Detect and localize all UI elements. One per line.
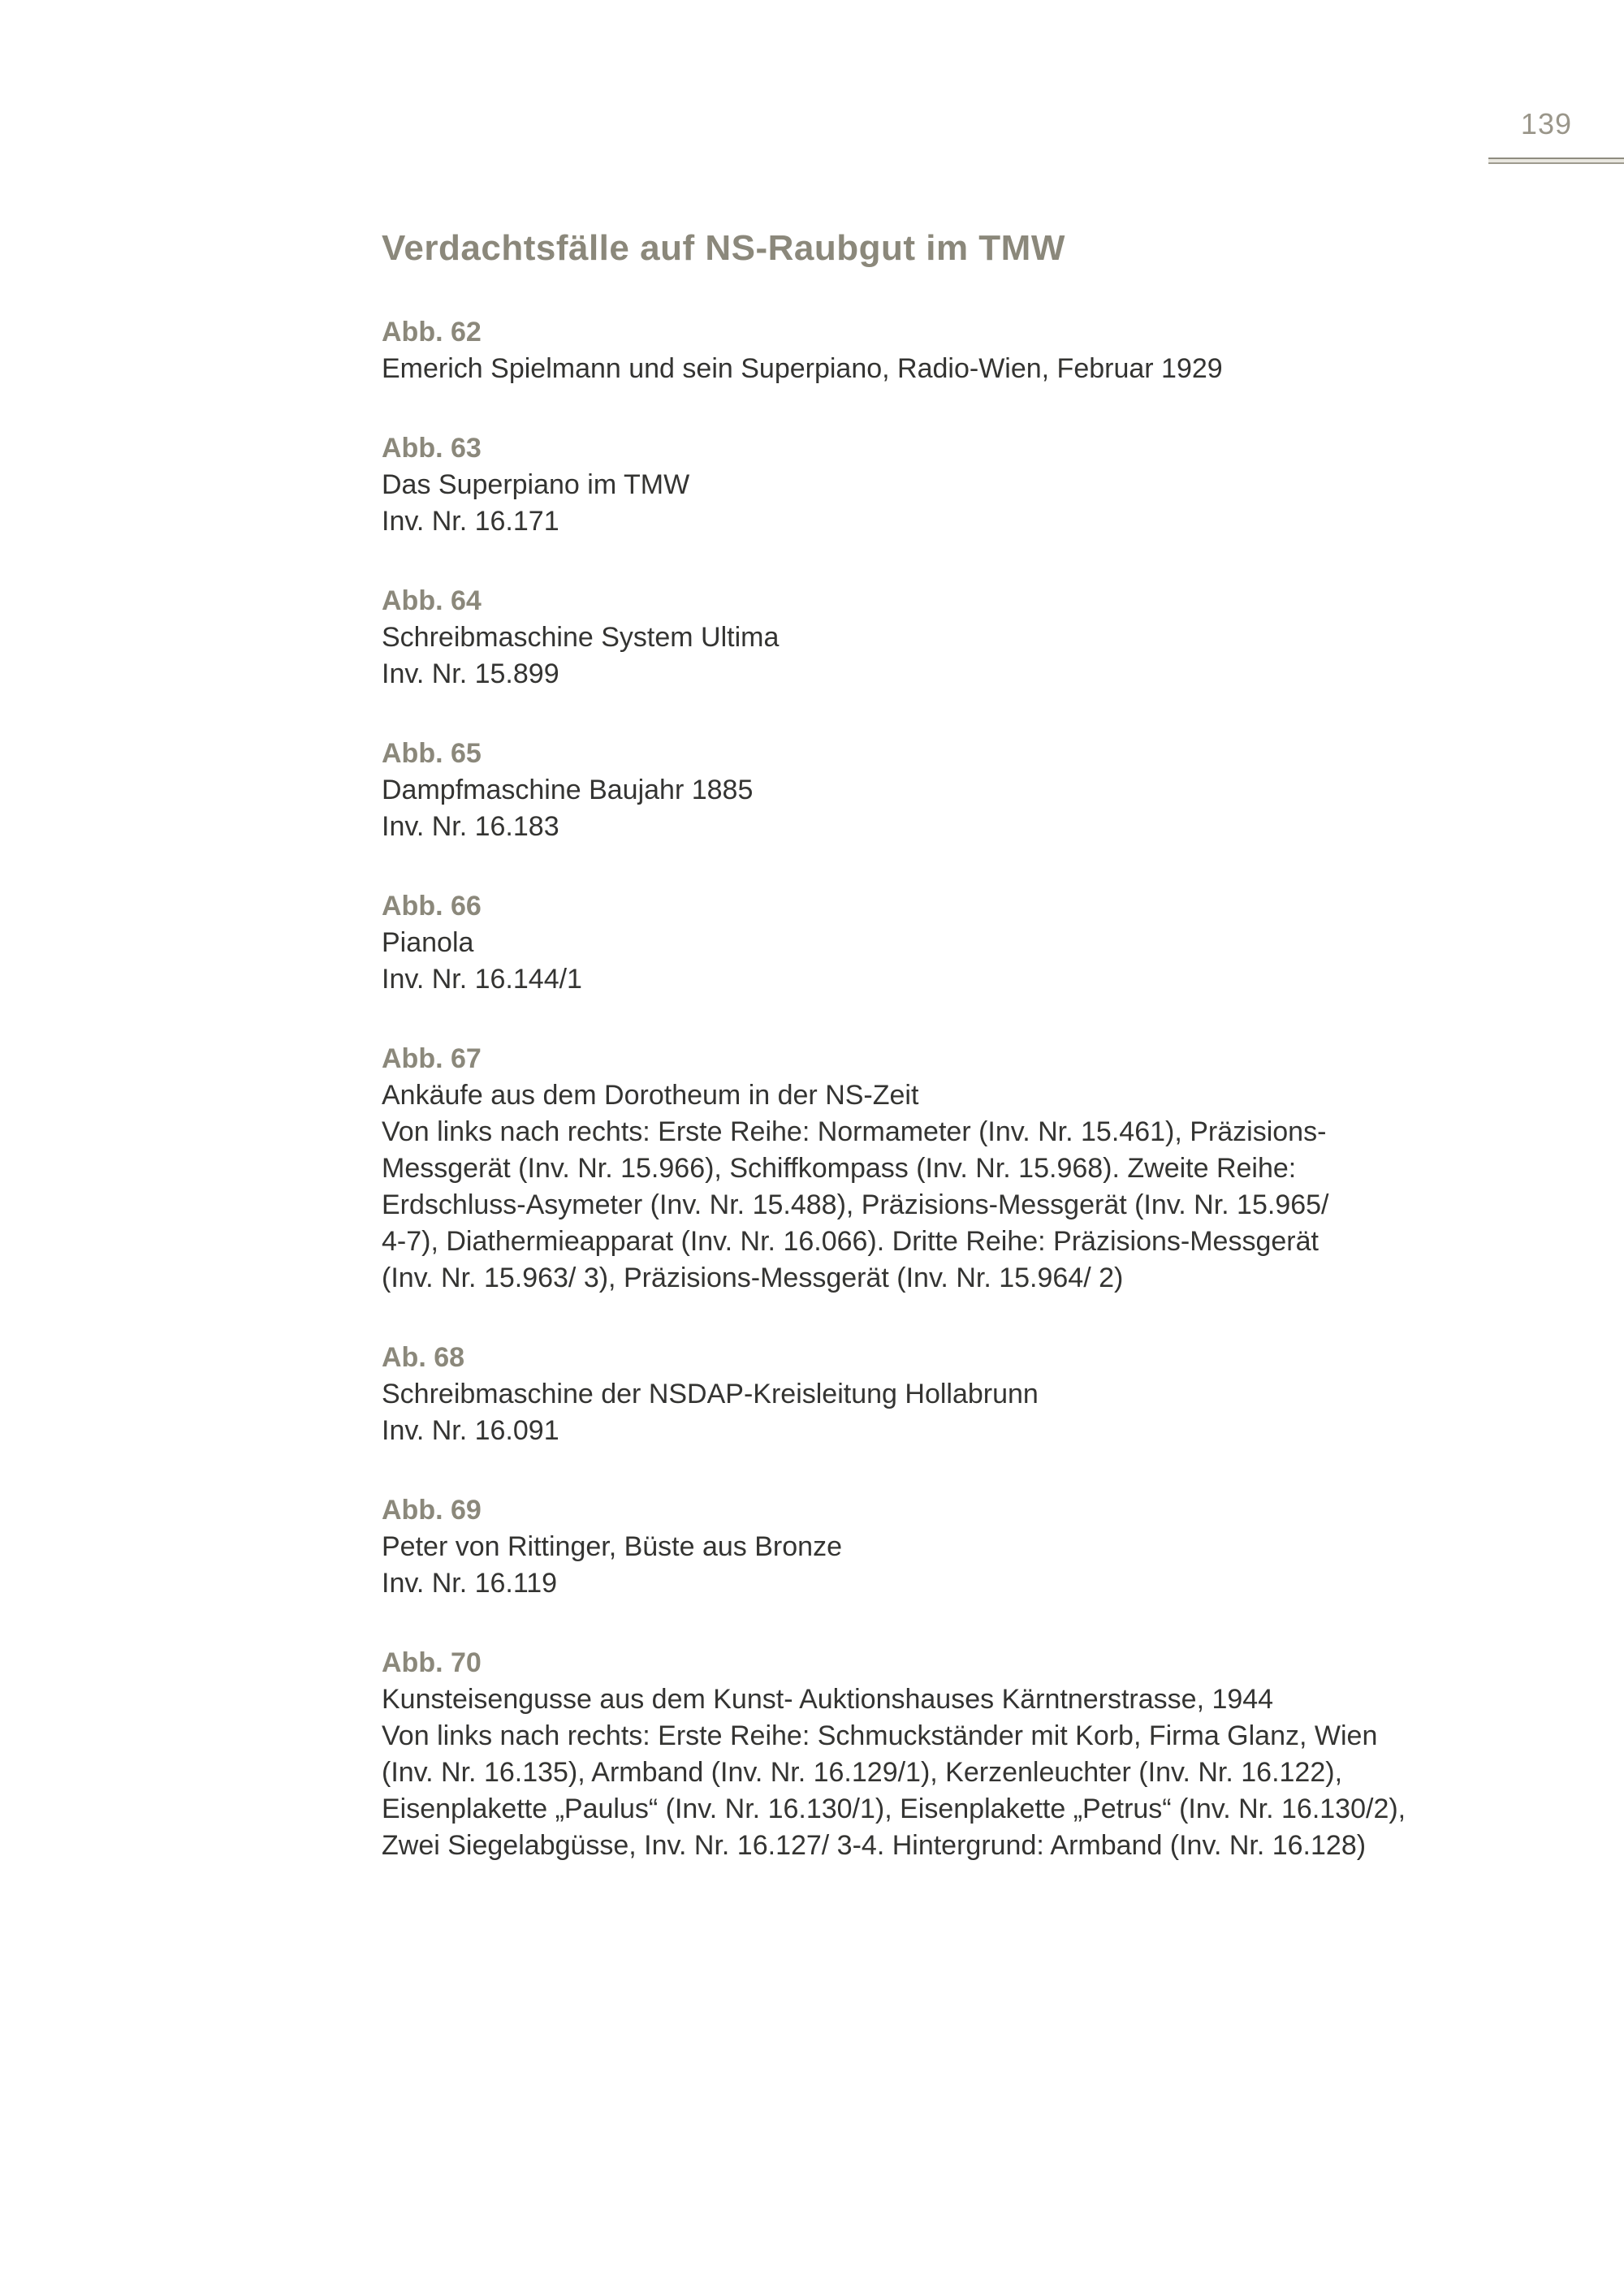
figure-label: Abb. 63 <box>382 433 482 464</box>
caption-lines <box>382 772 1543 845</box>
caption-list <box>382 314 1543 1864</box>
caption-lines <box>382 925 1543 998</box>
caption-line: Peter von Rittinger, Büste aus Bronze <box>382 1531 842 1562</box>
caption-line: Von links nach rechts: Erste Reihe: Schmuckständer mit Korb, Firma Glanz, Wien <box>382 1720 1378 1751</box>
caption-line: Inv. Nr. 16.119 <box>382 1568 558 1599</box>
figure-caption-section <box>382 1340 1543 1449</box>
figure-caption-section <box>382 1041 1543 1297</box>
figure-label: Abb. 65 <box>382 738 482 769</box>
caption-line: Schreibmaschine System Ultima <box>382 622 780 653</box>
caption-line: Inv. Nr. 16.183 <box>382 811 559 842</box>
caption-line: Inv. Nr. 16.091 <box>382 1415 559 1446</box>
caption-lines <box>382 467 1543 540</box>
page-number: 139 <box>1520 107 1572 140</box>
figure-caption-section <box>382 888 1543 998</box>
caption-lines <box>382 619 1543 693</box>
figure-caption-section <box>382 736 1543 845</box>
caption-line: Inv. Nr. 15.899 <box>382 658 559 689</box>
caption-line: 4-7), Diathermieapparat (Inv. Nr. 16.066). Dritte Reihe: Präzisions-Messgerät <box>382 1226 1319 1257</box>
figure-caption-section <box>382 583 1543 693</box>
caption-line: Emerich Spielmann und sein Superpiano, Radio-Wien, Februar 1929 <box>382 353 1223 384</box>
caption-line: Inv. Nr. 16.171 <box>382 506 559 537</box>
caption-line: Messgerät (Inv. Nr. 15.966), Schiffkompass (Inv. Nr. 15.968). Zweite Reihe: <box>382 1153 1297 1184</box>
figure-caption-section <box>382 1492 1543 1602</box>
figure-label: Abb. 69 <box>382 1495 482 1526</box>
figure-caption-section <box>382 314 1543 387</box>
caption-lines <box>382 1077 1543 1297</box>
caption-line: Inv. Nr. 16.144/1 <box>382 964 582 995</box>
figure-caption-section <box>382 430 1543 540</box>
caption-lines <box>382 1681 1543 1864</box>
caption-line: Pianola <box>382 927 474 958</box>
caption-line: Erdschluss-Asymeter (Inv. Nr. 15.488), Präzisions-Messgerät (Inv. Nr. 15.965/ <box>382 1189 1329 1220</box>
caption-line: (Inv. Nr. 16.135), Armband (Inv. Nr. 16.129/1), Kerzenleuchter (Inv. Nr. 16.122), <box>382 1757 1343 1788</box>
caption-line: Zwei Siegelabgüsse, Inv. Nr. 16.127/ 3-4. Hintergrund: Armband (Inv. Nr. 16.128) <box>382 1830 1367 1861</box>
figure-label: Abb. 70 <box>382 1647 482 1678</box>
figure-label: Abb. 66 <box>382 891 482 922</box>
content-area <box>382 228 1543 1907</box>
figure-label: Ab. 68 <box>382 1342 465 1373</box>
caption-line: Eisenplakette „Paulus“ (Inv. Nr. 16.130/1), Eisenplakette „Petrus“ (Inv. Nr. 16.130/2), <box>382 1793 1406 1824</box>
caption-line: Kunsteisengusse aus dem Kunst- Auktionshauses Kärntnerstrasse, 1944 <box>382 1684 1274 1715</box>
caption-line: Ankäufe aus dem Dorotheum in der NS-Zeit <box>382 1080 919 1111</box>
page-title: Verdachtsfälle auf NS-Raubgut im TMW <box>382 228 1065 268</box>
figure-caption-section <box>382 1645 1543 1864</box>
caption-line: (Inv. Nr. 15.963/ 3), Präzisions-Messgerät (Inv. Nr. 15.964/ 2) <box>382 1263 1124 1293</box>
caption-line: Schreibmaschine der NSDAP-Kreisleitung Hollabrunn <box>382 1379 1039 1409</box>
caption-line: Das Superpiano im TMW <box>382 469 690 500</box>
page-rule <box>1488 158 1624 164</box>
caption-lines <box>382 1529 1543 1602</box>
caption-line: Von links nach rechts: Erste Reihe: Normameter (Inv. Nr. 15.461), Präzisions- <box>382 1116 1327 1147</box>
figure-label: Abb. 62 <box>382 317 482 347</box>
caption-lines <box>382 1376 1543 1449</box>
figure-label: Abb. 67 <box>382 1043 482 1074</box>
caption-line: Dampfmaschine Baujahr 1885 <box>382 775 754 805</box>
caption-lines <box>382 351 1543 387</box>
figure-label: Abb. 64 <box>382 585 482 616</box>
